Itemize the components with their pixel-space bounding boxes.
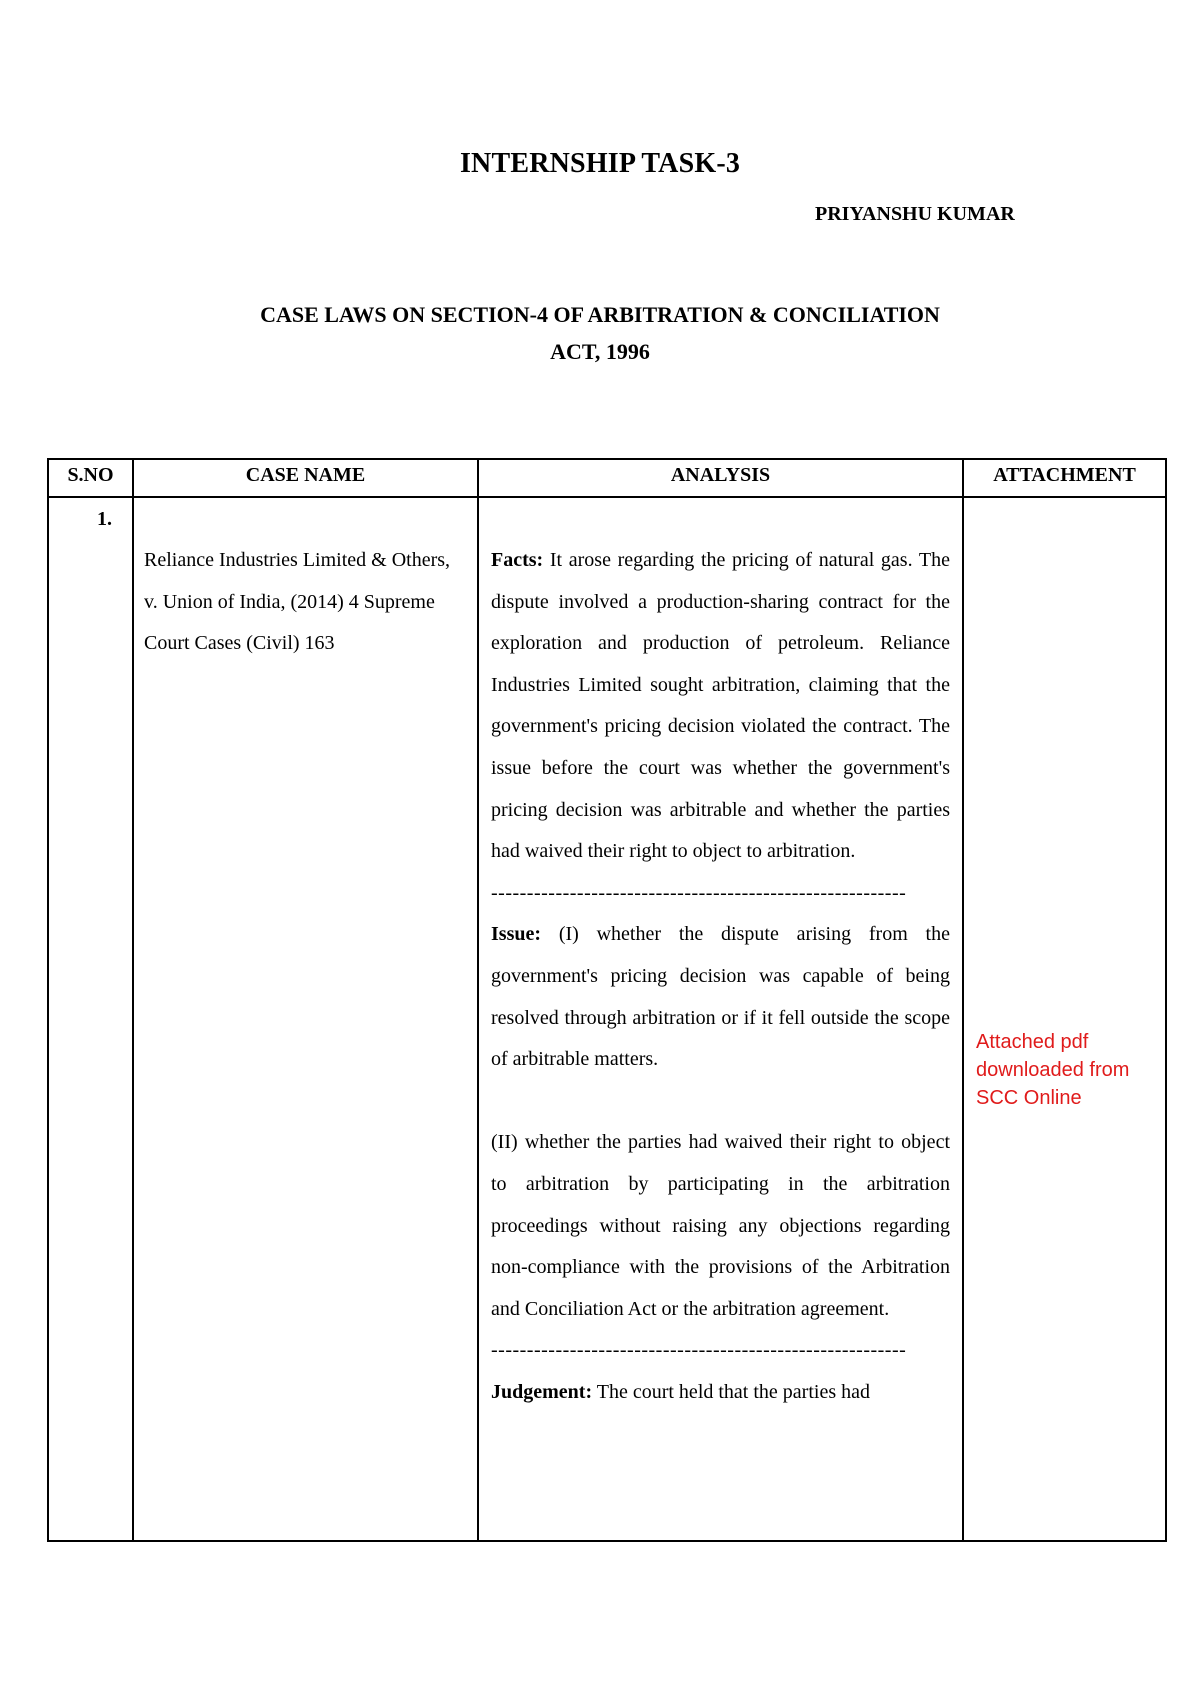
column-header-attachment: ATTACHMENT [963,459,1166,497]
heading-line-2: ACT, 1996 [550,339,650,364]
blank-line [491,1081,950,1123]
serial-number: 1. [48,497,133,1541]
page-title: INTERNSHIP TASK-3 [459,148,741,179]
case-name: Reliance Industries Limited & Others, v. Union of India, (2014) 4 Supreme Court Cases (Civil) 163 [144,549,451,655]
column-header-analysis: ANALYSIS [478,459,963,497]
facts-label: Facts: [491,549,544,571]
issue-paragraph [491,914,950,1080]
document-heading [0,296,1200,370]
issue-paragraph-2: (II) whether the parties had waived their right to object to arbitration by participating in the arbitration proceedings without raising any objections regarding non-compliance with the provisions of the Arbitration and Conciliation Act or the arbitration agreement. [491,1131,950,1320]
analysis-cell [478,497,963,1541]
attachment-cell [963,497,1166,1541]
facts-text: It arose regarding the pricing of natural gas. The dispute involved a production-sharing contract for the exploration and production of petroleum. Reliance Industries Limited sought arbitration, claiming that the government's pricing decision violated the contract. The issue before the court was whether the government's pricing decision was arbitrable and whether the parties had waived their right to object to arbitration. [491,549,950,863]
column-header-case-name: CASE NAME [133,459,478,497]
judgement-paragraph [491,1372,950,1414]
table-row [48,497,1166,1541]
separator-line: ---------------------------------------------------------- [491,1339,907,1362]
column-header-sno: S.NO [48,459,133,497]
judgement-label: Judgement: [491,1380,593,1403]
case-name-cell [133,497,478,1541]
heading-line-1: CASE LAWS ON SECTION-4 OF ARBITRATION & CONCILIATION [260,302,940,327]
issue-label: Issue: [491,923,542,946]
judgement-text: The court held that the parties had [592,1380,870,1403]
attachment-note: Attached pdf downloaded from SCC Online [976,1031,1130,1109]
case-laws-table [47,458,1167,1542]
author-name: PRIYANSHU KUMAR [815,203,1015,225]
table-header-row [48,459,1166,497]
separator-line: ---------------------------------------------------------- [491,881,907,904]
issue-text-1: (I) whether the dispute arising from the government's pricing decision was capable of being resolved through arbitration or if it fell outside the scope of arbitrable matters. [491,923,950,1071]
facts-paragraph [491,540,950,873]
